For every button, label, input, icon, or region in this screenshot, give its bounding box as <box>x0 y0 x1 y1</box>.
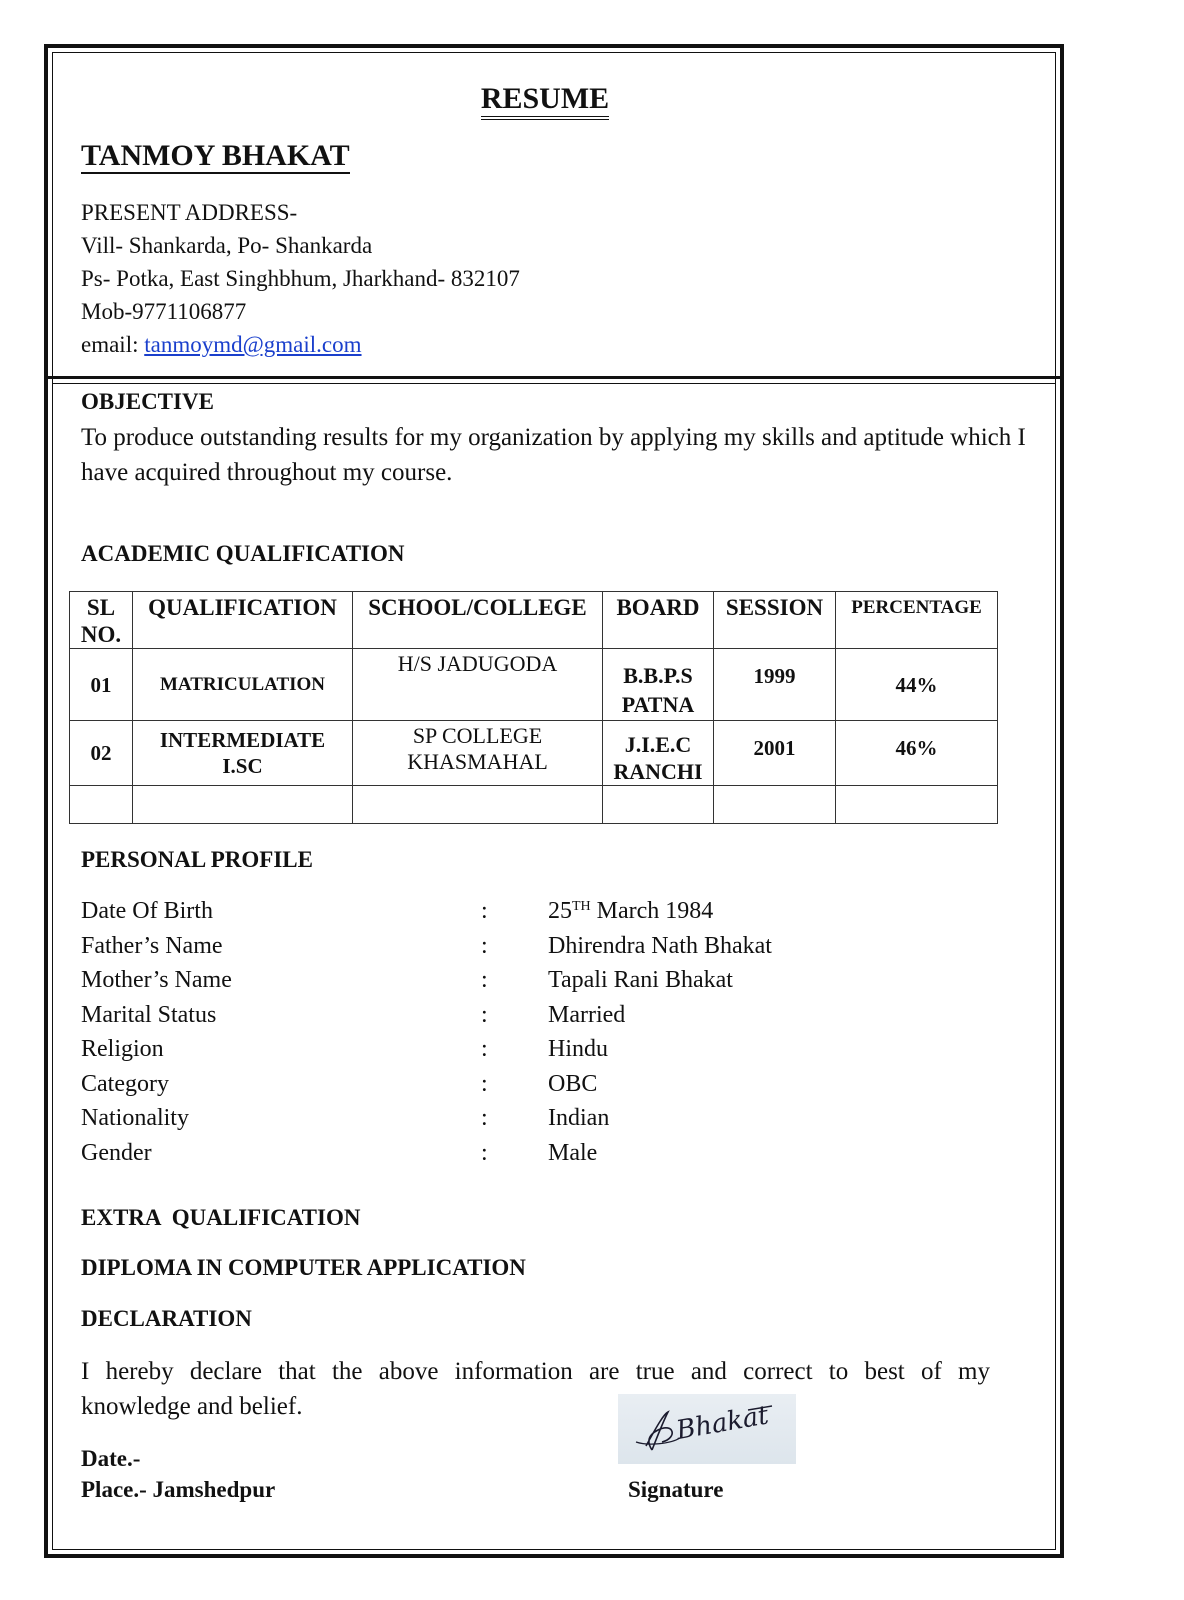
table-row <box>70 721 998 786</box>
signature-scribble <box>618 1394 796 1464</box>
profile-colon: : <box>481 1105 488 1131</box>
declaration-line-1: I hereby declare that the above information are true and correct to best of my <box>81 1358 990 1385</box>
header-sl-no: SL NO. <box>70 592 133 649</box>
profile-label: Father’s Name <box>81 932 223 959</box>
school-line-2: KHASMAHAL <box>407 749 548 774</box>
profile-label: Mother’s Name <box>81 967 232 993</box>
school-line-1: SP COLLEGE <box>412 723 543 748</box>
profile-label: Category <box>81 1070 169 1097</box>
signature-label: Signature <box>628 1477 724 1502</box>
profile-value: 25TH March 1984 <box>548 898 714 924</box>
cell-session: 2001 <box>714 721 836 786</box>
declaration-heading: DECLARATION <box>81 1306 252 1331</box>
qualification-line-2: I.SC <box>222 754 263 778</box>
cell-sl: 01 <box>70 649 133 721</box>
profile-value: Married <box>548 1001 626 1028</box>
profile-colon: : <box>481 1139 488 1166</box>
address-line-1: Vill- Shankarda, Po- Shankarda <box>81 233 373 258</box>
profile-label: Date Of Birth <box>81 898 213 924</box>
objective-text: To produce outstanding results for my organization by applying my skills and aptitude which I have acquired throughout my course. <box>81 424 1026 486</box>
profile-value: OBC <box>548 1070 598 1097</box>
profile-colon: : <box>481 898 488 924</box>
profile-value: Tapali Rani Bhakat <box>548 967 733 993</box>
profile-value: Indian <box>548 1105 610 1131</box>
table-header-row <box>70 592 998 649</box>
table-row <box>70 649 998 721</box>
email-link[interactable]: tanmoymd@gmail.com <box>144 332 362 357</box>
signature-image <box>618 1394 796 1464</box>
profile-colon: : <box>481 1036 488 1062</box>
profile-colon: : <box>481 1070 488 1097</box>
cell-percentage: 46% <box>836 721 998 786</box>
profile-value: Male <box>548 1139 598 1166</box>
declaration-text <box>81 1354 990 1424</box>
profile-colon: : <box>481 932 488 959</box>
mobile-number: Mob-9771106877 <box>81 299 247 324</box>
header-qualification: QUALIFICATION <box>133 592 353 649</box>
cell-sl: 02 <box>70 721 133 786</box>
board-line-1: J.I.E.C <box>624 732 692 757</box>
email-label: email: <box>81 332 145 357</box>
address-block <box>81 196 520 361</box>
date-label: Date.- <box>81 1446 141 1471</box>
profile-label: Nationality <box>81 1105 189 1131</box>
candidate-name: TANMOY BHAKAT <box>81 139 350 172</box>
address-line-2: Ps- Potka, East Singhbhum, Jharkhand- 832107 <box>81 266 520 291</box>
profile-label: Marital Status <box>81 1001 217 1028</box>
address-heading: PRESENT ADDRESS- <box>81 200 298 225</box>
board-line-1: B.B.P.S <box>623 663 693 688</box>
profile-colon: : <box>481 967 488 993</box>
extra-qualification-item: DIPLOMA IN COMPUTER APPLICATION <box>81 1255 526 1280</box>
header-divider <box>46 376 1062 379</box>
cell-qualification <box>133 721 353 786</box>
cell-percentage: 44% <box>836 649 998 721</box>
board-line-2: PATNA <box>621 692 695 717</box>
declaration-line-2: knowledge and belief. <box>81 1393 303 1420</box>
header-percentage: PERCENTAGE <box>836 592 998 649</box>
header-session: SESSION <box>714 592 836 649</box>
resume-title: RESUME <box>0 82 1090 116</box>
cell-session: 1999 <box>714 649 836 721</box>
header-board: BOARD <box>603 592 714 649</box>
board-line-2: RANCHI <box>613 759 703 784</box>
profile-label: Religion <box>81 1036 164 1062</box>
header-school-college: SCHOOL/COLLEGE <box>353 592 603 649</box>
place-label: Place.- Jamshedpur <box>81 1477 276 1502</box>
profile-value: Hindu <box>548 1036 608 1062</box>
table-row-empty <box>70 786 998 824</box>
profile-label: Gender <box>81 1139 152 1166</box>
signature-text: Bhakat <box>674 1400 771 1447</box>
profile-colon: : <box>481 1001 488 1028</box>
profile-value: Dhirendra Nath Bhakat <box>548 932 772 959</box>
cell-board <box>603 649 714 721</box>
cell-qualification: MATRICULATION <box>133 649 353 721</box>
academic-table <box>69 591 998 824</box>
email-row <box>81 328 520 361</box>
profile-heading: PERSONAL PROFILE <box>81 847 313 872</box>
cell-school: H/S JADUGODA <box>353 649 603 721</box>
cell-board <box>603 721 714 786</box>
qualification-line-1: INTERMEDIATE <box>159 728 326 752</box>
objective-heading: OBJECTIVE <box>81 389 214 414</box>
header-divider-thin <box>52 383 1056 384</box>
academic-heading: ACADEMIC QUALIFICATION <box>81 541 405 566</box>
extra-qualification-heading: EXTRA QUALIFICATION <box>81 1205 361 1230</box>
cell-school <box>353 721 603 786</box>
